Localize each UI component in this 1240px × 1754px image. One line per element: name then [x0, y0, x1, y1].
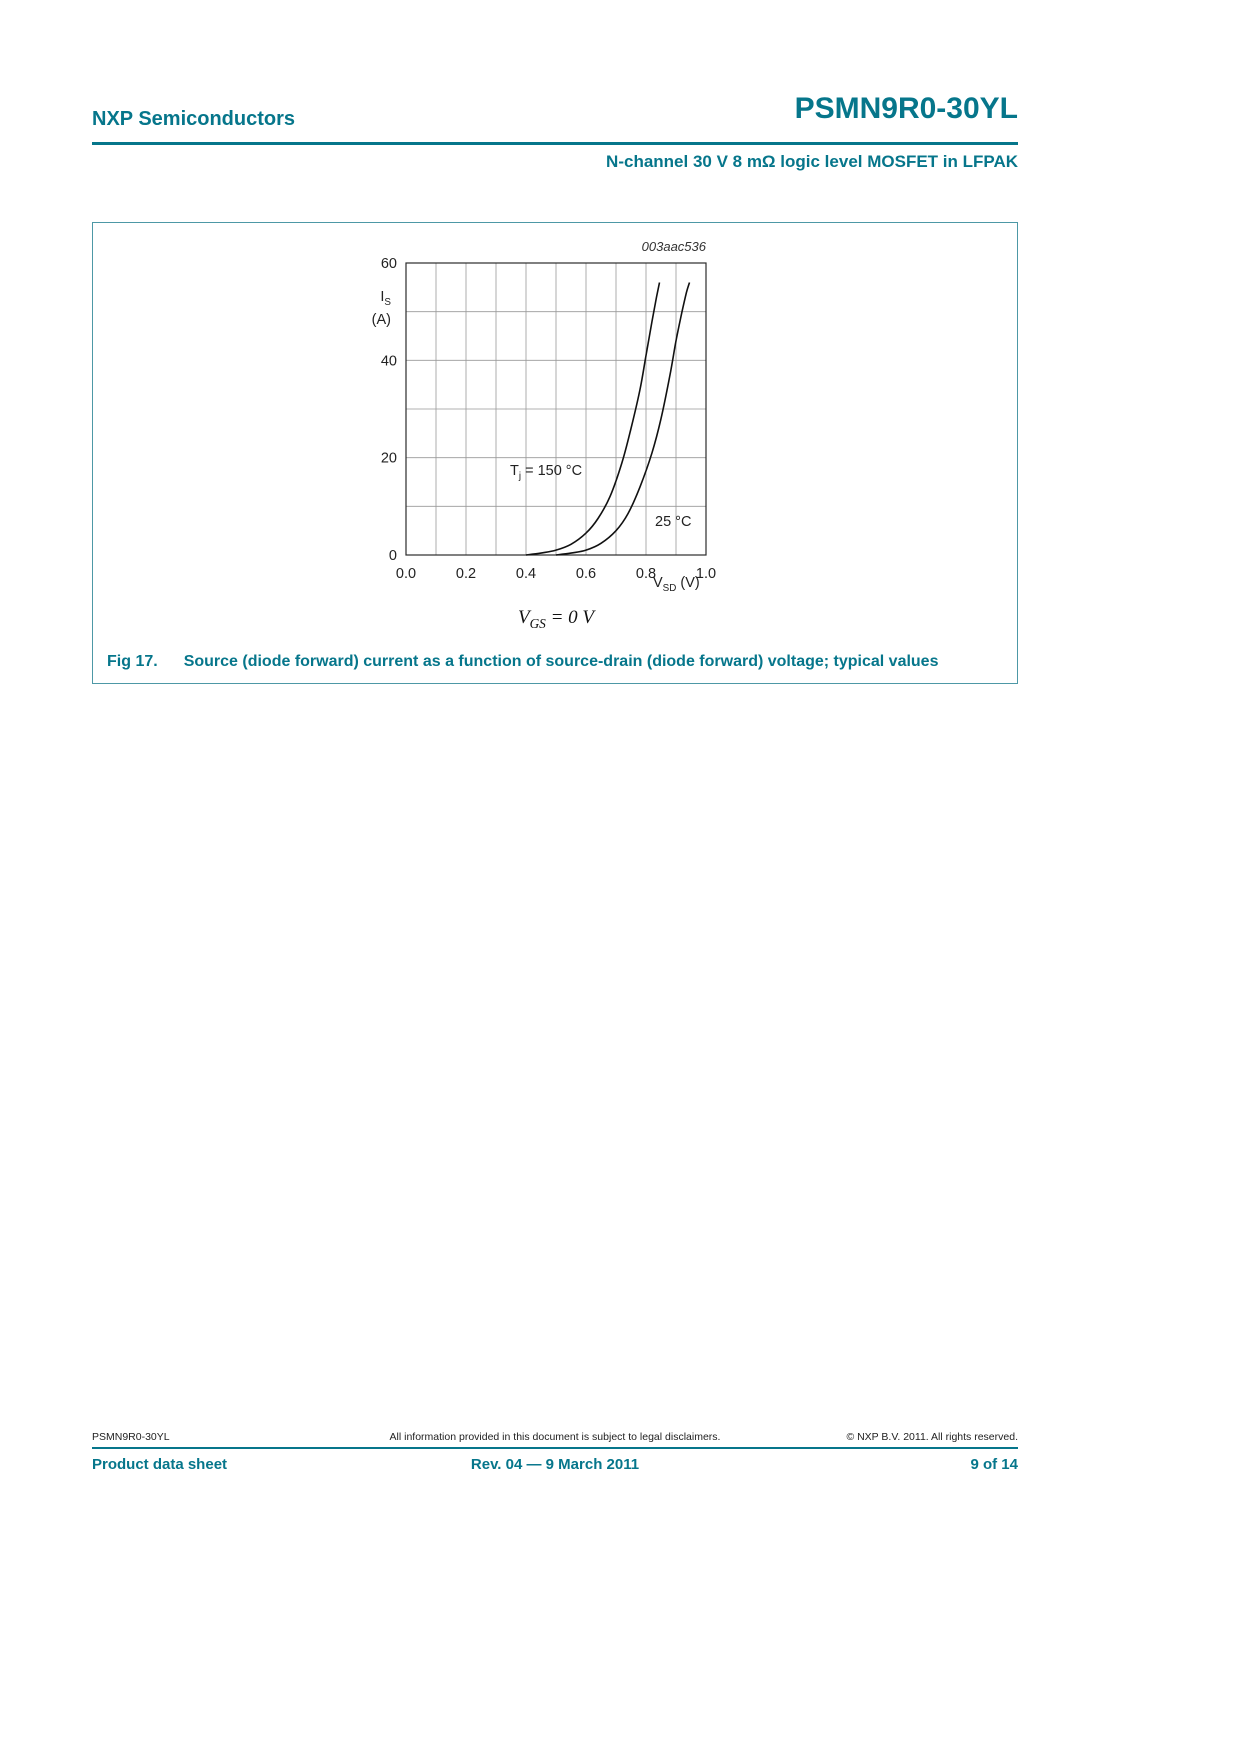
- footer-divider: [92, 1447, 1018, 1449]
- svg-text:0.4: 0.4: [515, 566, 537, 582]
- footer-page-number: 9 of 14: [970, 1456, 1018, 1473]
- y-axis-unit: (A): [371, 311, 391, 328]
- series-label-tj-150: $T_j = 150$ °C: [510, 463, 583, 482]
- footer-disclaimer: All information provided in this document is subject to legal disclaimers.: [389, 1431, 721, 1443]
- x-axis-label: [653, 575, 700, 594]
- figure-box: [92, 222, 1018, 684]
- footer-copyright: © NXP B.V. 2011. All rights reserved.: [846, 1431, 1018, 1443]
- footer-revision: Rev. 04 — 9 March 2011: [470, 1456, 640, 1473]
- figure-caption-label: Fig 17.: [107, 653, 158, 670]
- x-axis-symbol: V: [653, 575, 663, 591]
- series-label-25: 25 °C: [655, 514, 692, 530]
- svg-text:0.2: 0.2: [455, 566, 477, 582]
- footer-part-number: PSMN9R0-30YL: [92, 1431, 170, 1443]
- y-axis-subscript: S: [384, 296, 391, 308]
- y-axis-label: [329, 287, 391, 330]
- svg-text:20: 20: [380, 450, 397, 467]
- diode-forward-current-chart: [351, 223, 811, 603]
- x-axis-subscript: SD: [662, 582, 677, 594]
- document-subtitle: N-channel 30 V 8 mΩ logic level MOSFET in LFPAK: [606, 152, 1018, 171]
- svg-text:0: 0: [388, 548, 397, 564]
- plot-id: 003aac536: [641, 239, 706, 254]
- condition-formula: $V_{GS} = 0$ V: [517, 607, 595, 631]
- company-name: NXP Semiconductors: [92, 108, 296, 130]
- figure-caption-text: Source (diode forward) current as a function of source-drain (diode forward) voltage; typical values: [183, 653, 939, 670]
- x-axis-unit: (V): [676, 575, 700, 591]
- svg-text:0.8: 0.8: [635, 566, 657, 582]
- part-number-title: PSMN9R0-30YL: [794, 92, 1018, 125]
- header-divider: [92, 142, 1018, 145]
- svg-text:0.0: 0.0: [395, 566, 417, 582]
- figure-caption: [107, 653, 938, 671]
- y-axis-symbol: I: [380, 289, 385, 305]
- svg-text:1.0: 1.0: [695, 566, 717, 582]
- svg-text:60: 60: [380, 256, 397, 272]
- footer-doc-type: Product data sheet: [92, 1456, 228, 1473]
- svg-text:40: 40: [380, 353, 397, 370]
- svg-text:0.6: 0.6: [575, 566, 597, 582]
